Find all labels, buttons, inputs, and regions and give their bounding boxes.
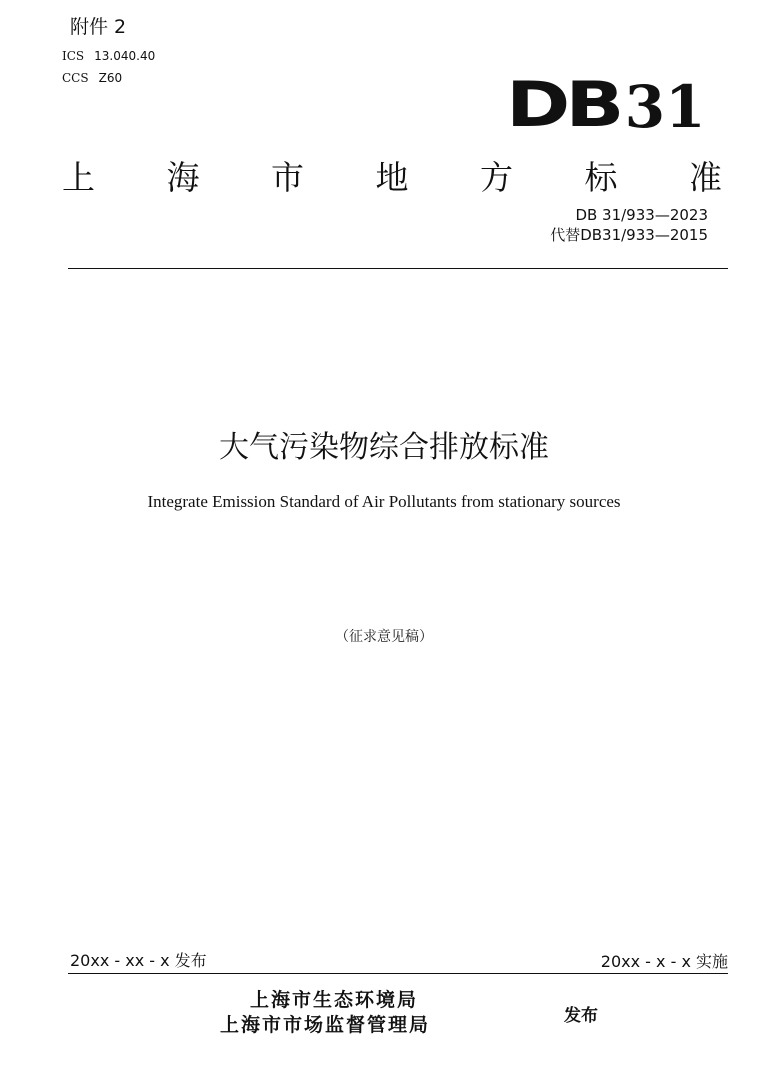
ics-value: 13.040.40 [94,49,156,63]
standard-type-char: 地 [375,158,409,197]
standard-type-char: 标 [584,158,618,197]
db-logo-number: 31 [624,73,706,141]
publish-label: 发布 [564,1006,598,1026]
top-divider [68,268,728,269]
issuer: 上海市生态环境局 [250,989,419,1011]
bottom-divider [68,973,728,974]
standard-type-char: 方 [480,158,513,197]
db-logo [506,68,706,141]
draft-note: （征求意见稿） [335,629,433,645]
issuer: 上海市市场监督管理局 [220,1014,431,1036]
ccs-code [62,71,122,85]
standard-type-char: 市 [271,158,304,197]
issue-date: 20xx - xx - x 发布 [70,951,207,970]
standard-type-char: 海 [166,158,200,197]
standard-type-char: 上 [62,158,95,197]
ccs-label: CCS [62,71,89,85]
implementation-date: 20xx - x - x 实施 [600,952,728,971]
title-english: Integrate Emission Standard of Air Pollutants from stationary sources [147,492,621,511]
title-chinese: 大气污染物综合排放标准 [219,430,549,465]
ics-code [62,49,155,63]
issuing-authorities [220,988,430,1038]
ics-label: ICS [62,49,85,63]
standard-type-char: 准 [689,158,722,197]
db-logo-prefix: DB [506,68,620,141]
standard-number: DB 31/933—2023 [575,206,708,224]
ccs-value: Z60 [98,71,123,85]
replaces-standard: 代替DB31/933—2015 [550,226,708,244]
attachment-label: 附件 2 [70,16,127,38]
standard-type [62,152,722,199]
standard-number-block [550,205,708,245]
